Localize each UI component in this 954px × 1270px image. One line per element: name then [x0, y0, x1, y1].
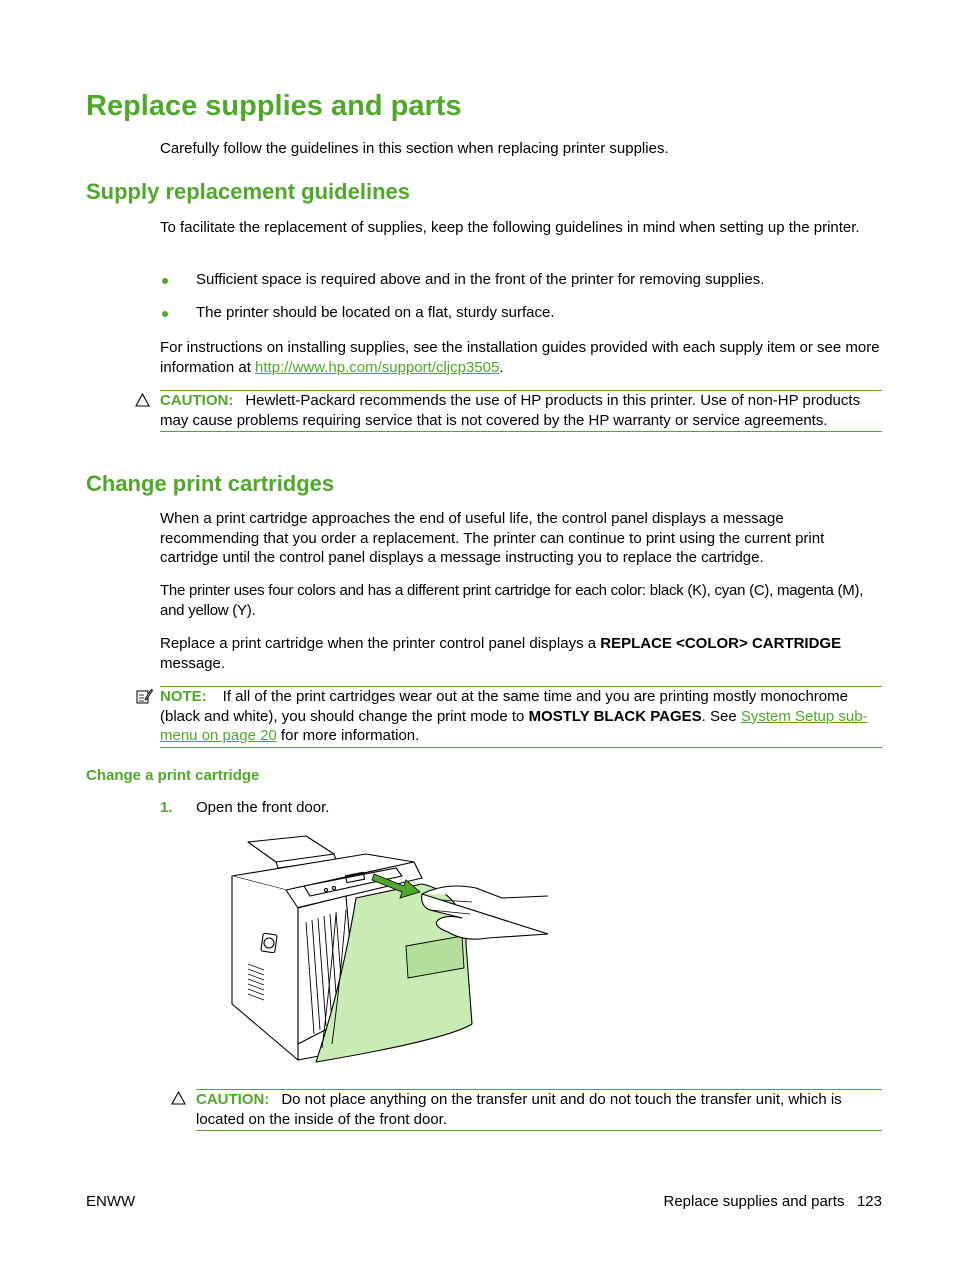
note-pencil-icon: [136, 688, 153, 704]
note-box: [160, 686, 882, 748]
note-text: If all of the print cartridges wear out at the same time and you are printing mostly monochrome (black and white), you should change the print mode to: [160, 688, 848, 725]
footer-right: [664, 1193, 883, 1210]
caution-box: [196, 1089, 882, 1131]
caution-text: Hewlett-Packard recommends the use of HP products in this printer. Use of non-HP products may cause problems requiring service that is not covered by the HP warranty or service agreements.: [160, 392, 861, 429]
step-text: Open the front door.: [196, 799, 330, 816]
cartridges-paragraph-2: The printer uses four colors and has a different print cartridge for each color: black (K), cyan (C), magenta (M), and yellow (Y).: [160, 582, 864, 619]
cartridges-paragraph-1: When a print cartridge approaches the end of useful life, the control panel displays a message recommending that you order a replacement. The printer can continue to print using the current print cartridge until the control panel displays a message instructing you to replace the cartridge.: [160, 510, 825, 566]
section-heading-guidelines: Supply replacement guidelines: [86, 179, 410, 204]
replace-text: Replace a print cartridge when the printer control panel displays a: [160, 635, 601, 652]
print-mode-name: MOSTLY BLACK PAGES: [528, 707, 702, 725]
page-number: 123: [856, 1193, 882, 1210]
page-title: Replace supplies and parts: [86, 90, 462, 122]
caution-box: [160, 390, 882, 432]
caution-triangle-icon: [171, 1091, 186, 1105]
system-setup-link[interactable]: System Setup sub-menu on page 20: [160, 707, 868, 744]
caution-label: CAUTION:: [196, 1091, 270, 1108]
message-text: message.: [160, 654, 226, 672]
replace-message: REPLACE <COLOR> CARTRIDGE: [600, 635, 842, 652]
guidelines-paragraph: To facilitate the replacement of supplies, keep the following guidelines in mind when setting up the printer.: [160, 219, 860, 236]
bullet-icon: [162, 311, 168, 317]
section-heading-cartridges: Change print cartridges: [86, 471, 335, 496]
caution-label: CAUTION:: [160, 392, 234, 409]
installation-paragraph: [160, 338, 882, 377]
installation-text: For instructions on installing supplies, see the installation guides provided with each supply item or see more information at: [160, 339, 880, 376]
bullet-icon: [162, 278, 168, 284]
caution-text: Do not place anything on the transfer unit and do not touch the transfer unit, which is located on the inside of the front door.: [196, 1091, 842, 1128]
intro-paragraph: Carefully follow the guidelines in this section when replacing printer supplies.: [160, 140, 669, 157]
note-text: . See: [701, 707, 741, 725]
list-item-text: The printer should be located on a flat, sturdy surface.: [196, 304, 555, 321]
note-label: NOTE:: [160, 688, 207, 705]
step-number: 1.: [160, 799, 173, 816]
footer-section-title: Replace supplies and parts: [663, 1193, 845, 1210]
cartridges-paragraph-3: [160, 634, 882, 673]
period-text: .: [499, 358, 504, 376]
list-item-text: Sufficient space is required above and in the front of the printer for removing supplies.: [196, 271, 765, 288]
caution-triangle-icon: [135, 393, 150, 407]
note-text: for more information.: [276, 727, 420, 744]
subsection-heading: Change a print cartridge: [86, 767, 260, 784]
footer-left: ENWW: [86, 1193, 136, 1210]
printer-front-door-illustration: [226, 834, 548, 1064]
support-link[interactable]: http://www.hp.com/support/cljcp3505: [255, 358, 500, 376]
